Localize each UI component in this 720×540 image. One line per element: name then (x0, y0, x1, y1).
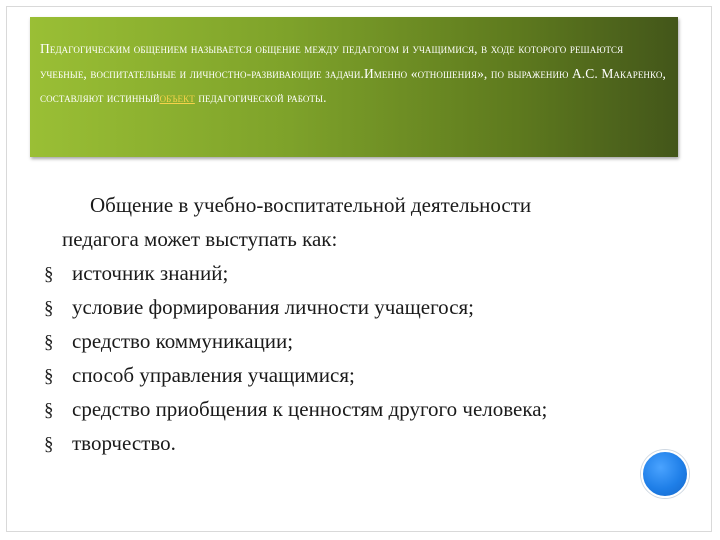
list-item-text: способ управления учащимися; (72, 363, 355, 387)
list-item-text: источник знаний; (72, 261, 229, 285)
list-item (44, 392, 684, 426)
title-part-2: Именно «отношения», по выражению А.С. Макаренко, составляют истинный (40, 65, 666, 105)
list-item (44, 256, 684, 290)
list-item (44, 324, 684, 358)
title-part-3: педагогической работы. (198, 90, 327, 105)
bullet-icon: § (44, 434, 54, 455)
bullet-icon: § (44, 400, 54, 421)
list-item-text: творчество. (72, 431, 176, 455)
title-banner (30, 17, 678, 157)
circle-decoration-icon (641, 450, 689, 498)
intro-line-1: Общение в учебно-воспитательной деятельности (90, 193, 532, 217)
list-item-text: условие формирования личности учащегося; (72, 295, 475, 319)
list-item (44, 290, 684, 324)
list-item-text: средство коммуникации; (72, 329, 294, 353)
intro-paragraph (44, 188, 684, 256)
title-part-1: Педагогическим общением называется общение между педагогом и учащимися, в ходе которого решаются учебные, воспитательные и личностно-развивающие задачи. (40, 41, 624, 81)
list-item (44, 426, 684, 460)
intro-line-2: педагога может выступать как: (62, 227, 338, 251)
title-text (40, 37, 670, 111)
bullet-icon: § (44, 366, 54, 387)
body-content (44, 188, 684, 460)
title-keyword: объект (159, 90, 195, 105)
bullet-list (44, 256, 684, 460)
list-item-text: средство приобщения к ценностям другого человека; (72, 397, 548, 421)
list-item (44, 358, 684, 392)
bullet-icon: § (44, 298, 54, 319)
bullet-icon: § (44, 264, 54, 285)
bullet-icon: § (44, 332, 54, 353)
